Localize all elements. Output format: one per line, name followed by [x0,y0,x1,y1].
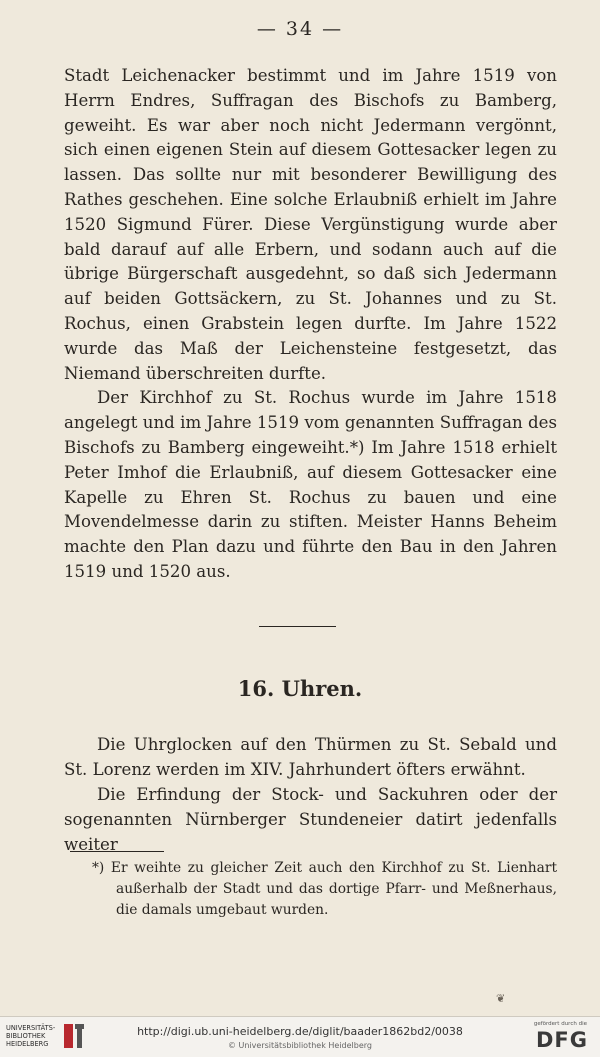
library-logo[interactable] [6,1024,55,1048]
footnote-text: *) Er weihte zu gleicher Zeit auch den Kirchhof zu St. Lienhart außerhalb der Stadt und das dortige Pfarr- und Meßnerhaus, die damals umgebaut wurden. [92,860,557,918]
section-paragraph-2: Die Erfindung der Stock- und Sackuhren oder der sogenannten Nürnberger Stundeneier datirt jedenfalls weiter [64,785,557,854]
paragraph-2: Der Kirchhof zu St. Rochus wurde im Jahre 1518 angelegt und im Jahre 1519 vom genannten Suffragan des Bischofs zu Bamberg eingeweiht.*) Im Jahre 1518 erhielt Peter Imhof die Erlaubniß, auf diesem Gottesacker eine Kapelle zu Ehren St. Rochus zu bauen und eine Movendelmesse darin zu stiften. Meister Hanns Beheim machte den Plan dazu und führte den Bau in den Jahren 1519 und 1520 aus. [64,388,557,581]
body-text [64,64,557,585]
funder-note: gefördert durch die [533,1021,587,1027]
library-seal-icon [62,1022,86,1050]
library-line-1: UNIVERSITÄTS- [6,1024,56,1032]
viewer-footer [0,1016,600,1057]
permalink-link[interactable]: http://digi.ub.uni-heidelberg.de/diglit/baader1862bd2/0038 [137,1025,463,1038]
dfg-logo[interactable]: DFG [535,1028,588,1052]
footnote [92,858,557,921]
library-line-2: BIBLIOTHEK [6,1032,46,1040]
page-number: — 34 — [256,18,344,40]
section-separator [259,626,336,627]
ornament-icon: ❦ [496,992,506,1005]
section-heading: 16. Uhren. [237,676,363,701]
section-paragraph-1: Die Uhrglocken auf den Thürmen zu St. Sebald und St. Lorenz werden im XIV. Jahrhundert öfters erwähnt. [64,735,557,779]
footnote-rule [70,851,164,852]
paragraph-1: Stadt Leichenacker bestimmt und im Jahre 1519 von Herrn Endres, Suffragan des Bischofs zu Bamberg, geweiht. Es war aber noch nicht Jedermann vergönnt, sich einen eigenen Stein auf diesem Gottesacker legen zu lassen. Das sollte nur mit besonderer Bewilligung des Rathes geschehen. Eine solche Erlaubniß erhielt im Jahre 1520 Sigmund Fürer. Diese Vergünstigung wurde aber bald darauf auf alle Erbern, und sodann auch auf die übrige Bürgerschaft ausgedehnt, so daß sich Jedermann auf beiden Gottsäckern, zu St. Johannes und zu St. Rochus, einen Grabstein legen durfte. Im Jahre 1522 wurde das Maß der Leichensteine festgesetzt, das Niemand überschreiten durfte. [64,66,557,383]
copyright-text: © Universitätsbibliothek Heidelberg [227,1041,372,1050]
library-line-3: HEIDELBERG [6,1040,49,1048]
section-text [64,732,557,857]
